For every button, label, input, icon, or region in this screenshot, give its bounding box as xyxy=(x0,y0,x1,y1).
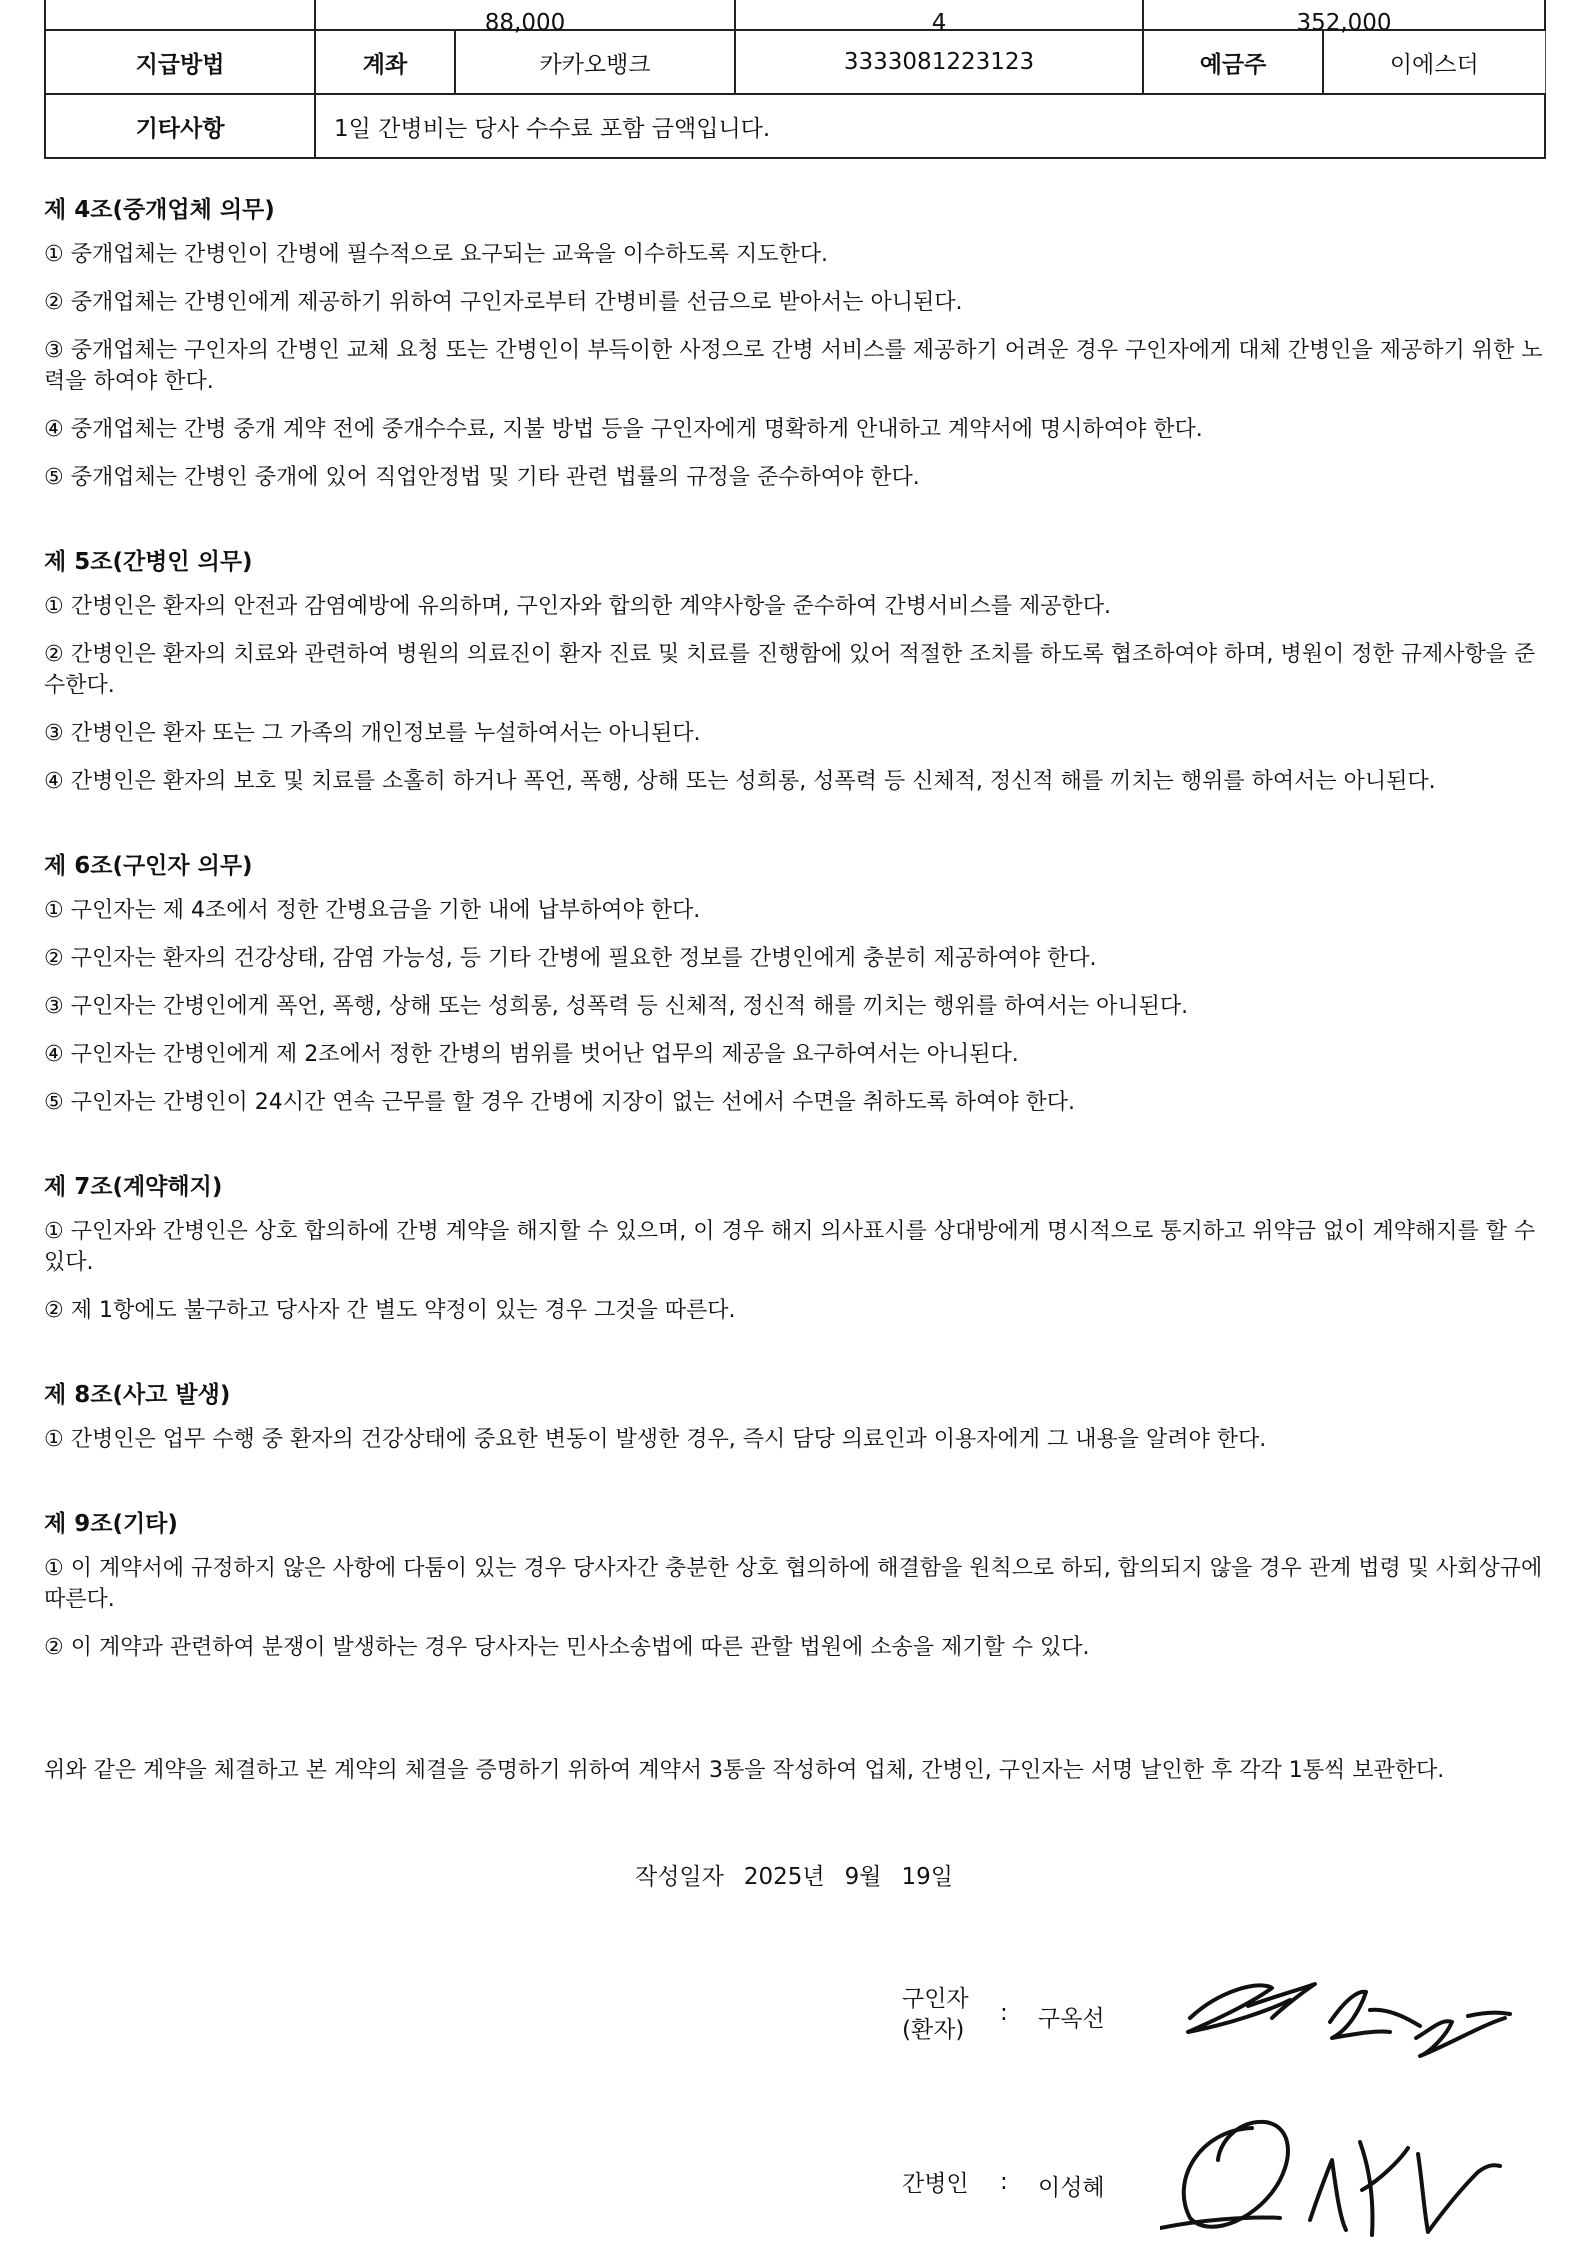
clause: ① 구인자는 제 4조에서 정한 간병요금을 기한 내에 납부하여야 한다. xyxy=(44,898,701,923)
article-9 xyxy=(44,1509,1554,1663)
requester-label xyxy=(902,1984,969,2046)
clause: ② 중개업체는 간병인에게 제공하기 위하여 구인자로부터 간병비를 선금으로 받아서는 아니된다. xyxy=(44,290,963,315)
clause: ③ 구인자는 간병인에게 폭언, 폭행, 상해 또는 성희롱, 성폭력 등 신체적, 정신적 해를 끼치는 행위를 하여서는 아니된다. xyxy=(44,994,1189,1019)
table-cell xyxy=(45,0,315,30)
bank-name: 카카오뱅크 xyxy=(455,30,735,94)
requester-label-line2: (환자) xyxy=(902,2017,965,2043)
notes-row xyxy=(45,94,1545,158)
colon: : xyxy=(1000,2169,1008,2195)
days-cell: 4 xyxy=(735,0,1143,30)
clause: ⑤ 구인자는 간병인이 24시간 연속 근무를 할 경우 간병에 지장이 없는 선에서 수면을 취하도록 하여야 한다. xyxy=(44,1090,1075,1115)
clause: ④ 중개업체는 간병 중개 계약 전에 중개수수료, 지불 방법 등을 구인자에게 명확하게 안내하고 계약서에 명시하여야 한다. xyxy=(44,417,1203,442)
date-label: 작성일자 xyxy=(635,1864,724,1890)
clause: ③ 중개업체는 구인자의 간병인 교체 요청 또는 간병인이 부득이한 사정으로 간병 서비스를 제공하기 어려운 경우 구인자에게 대체 간병인을 제공하기 위한 노력을 하여야 한다. xyxy=(44,338,1543,394)
notes-label: 기타사항 xyxy=(45,94,315,158)
clause: ② 구인자는 환자의 건강상태, 감염 가능성, 등 기타 간병에 필요한 정보를 간병인에게 충분히 제공하여야 한다. xyxy=(44,946,1097,971)
clause: ② 이 계약과 관련하여 분쟁이 발생하는 경우 당사자는 민사소송법에 따른 관할 법원에 소송을 제기할 수 있다. xyxy=(44,1635,1090,1660)
article-6 xyxy=(44,851,1554,1118)
clause: ① 중개업체는 간병인이 간병에 필수적으로 요구되는 교육을 이수하도록 지도한다. xyxy=(44,242,828,267)
requester-label-line1: 구인자 xyxy=(902,1986,969,2012)
date-year: 2025년 xyxy=(743,1864,825,1890)
account-label: 계좌 xyxy=(315,30,455,94)
article-8 xyxy=(44,1380,1554,1455)
clause: ② 제 1항에도 불구하고 당사자 간 별도 약정이 있는 경우 그것을 따른다. xyxy=(44,1298,736,1323)
fee-row xyxy=(45,0,1545,30)
daily-fee-cell: 88,000 xyxy=(315,0,735,30)
article-title: 제 6조(구인자 의무) xyxy=(44,853,253,879)
closing-statement: 위와 같은 계약을 체결하고 본 계약의 체결을 증명하기 위하여 계약서 3통을 작성하여 업체, 간병인, 구인자는 서명 날인한 후 각각 1통씩 보관한다. xyxy=(44,1758,1445,1783)
notes-text: 1일 간병비는 당사 수수료 포함 금액입니다. xyxy=(315,94,1545,158)
colon: : xyxy=(1000,2000,1008,2026)
contract-date xyxy=(0,1858,1588,1891)
total-fee-cell: 352,000 xyxy=(1143,0,1545,30)
caregiver-name: 이성혜 xyxy=(1038,2175,1105,2201)
contract-articles xyxy=(44,195,1554,1717)
clause: ④ 간병인은 환자의 보호 및 치료를 소홀히 하거나 폭언, 폭행, 상해 또는 성희롱, 성폭력 등 신체적, 정신적 해를 끼치는 행위를 하여서는 아니된다. xyxy=(44,769,1436,794)
clause: ① 간병인은 업무 수행 중 환자의 건강상태에 중요한 변동이 발생한 경우, 즉시 담당 의료인과 이용자에게 그 내용을 알려야 한다. xyxy=(44,1427,1267,1452)
caregiver-signature xyxy=(1160,2100,1510,2245)
requester-name: 구옥선 xyxy=(1038,2006,1105,2032)
article-title: 제 8조(사고 발생) xyxy=(44,1382,231,1408)
clause: ① 이 계약서에 규정하지 않은 사항에 다툼이 있는 경우 당사자간 충분한 상호 협의하에 해결함을 원칙으로 하되, 합의되지 않을 경우 관계 법령 및 사회상규에 따른다. xyxy=(44,1556,1543,1612)
article-title: 제 7조(계약해지) xyxy=(44,1174,223,1200)
article-title: 제 5조(간병인 의무) xyxy=(44,549,253,575)
account-number: 3333081223123 xyxy=(735,30,1143,94)
date-month: 9월 xyxy=(844,1864,882,1890)
clause: ① 간병인은 환자의 안전과 감염예방에 유의하며, 구인자와 합의한 계약사항을 준수하여 간병서비스를 제공한다. xyxy=(44,594,1111,619)
clause: ④ 구인자는 간병인에게 제 2조에서 정한 간병의 범위를 벗어난 업무의 제공을 요구하여서는 아니된다. xyxy=(44,1042,1019,1067)
payment-row xyxy=(45,30,1545,94)
account-holder-label: 예금주 xyxy=(1143,30,1323,94)
requester-signature xyxy=(1180,1960,1520,2070)
account-holder-name: 이에스더 xyxy=(1323,30,1545,94)
article-title: 제 9조(기타) xyxy=(44,1511,178,1537)
article-title: 제 4조(중개업체 의무) xyxy=(44,197,275,223)
clause: ② 간병인은 환자의 치료와 관련하여 병원의 의료진이 환자 진료 및 치료를 진행함에 있어 적절한 조치를 하도록 협조하여야 하며, 병원이 정한 규제사항을 준수한다. xyxy=(44,642,1536,698)
article-7 xyxy=(44,1172,1554,1326)
caregiver-label: 간병인 xyxy=(902,2171,969,2197)
payment-method-label: 지급방법 xyxy=(45,30,315,94)
fee-table xyxy=(44,0,1546,159)
article-5 xyxy=(44,547,1554,797)
clause: ① 구인자와 간병인은 상호 합의하에 간병 계약을 해지할 수 있으며, 이 경우 해지 의사표시를 상대방에게 명시적으로 통지하고 위약금 없이 계약해지를 할 수 있다. xyxy=(44,1219,1536,1275)
date-day: 19일 xyxy=(901,1864,953,1890)
clause: ③ 간병인은 환자 또는 그 가족의 개인정보를 누설하여서는 아니된다. xyxy=(44,721,701,746)
article-4 xyxy=(44,195,1554,493)
clause: ⑤ 중개업체는 간병인 중개에 있어 직업안정법 및 기타 관련 법률의 규정을 준수하여야 한다. xyxy=(44,465,920,490)
